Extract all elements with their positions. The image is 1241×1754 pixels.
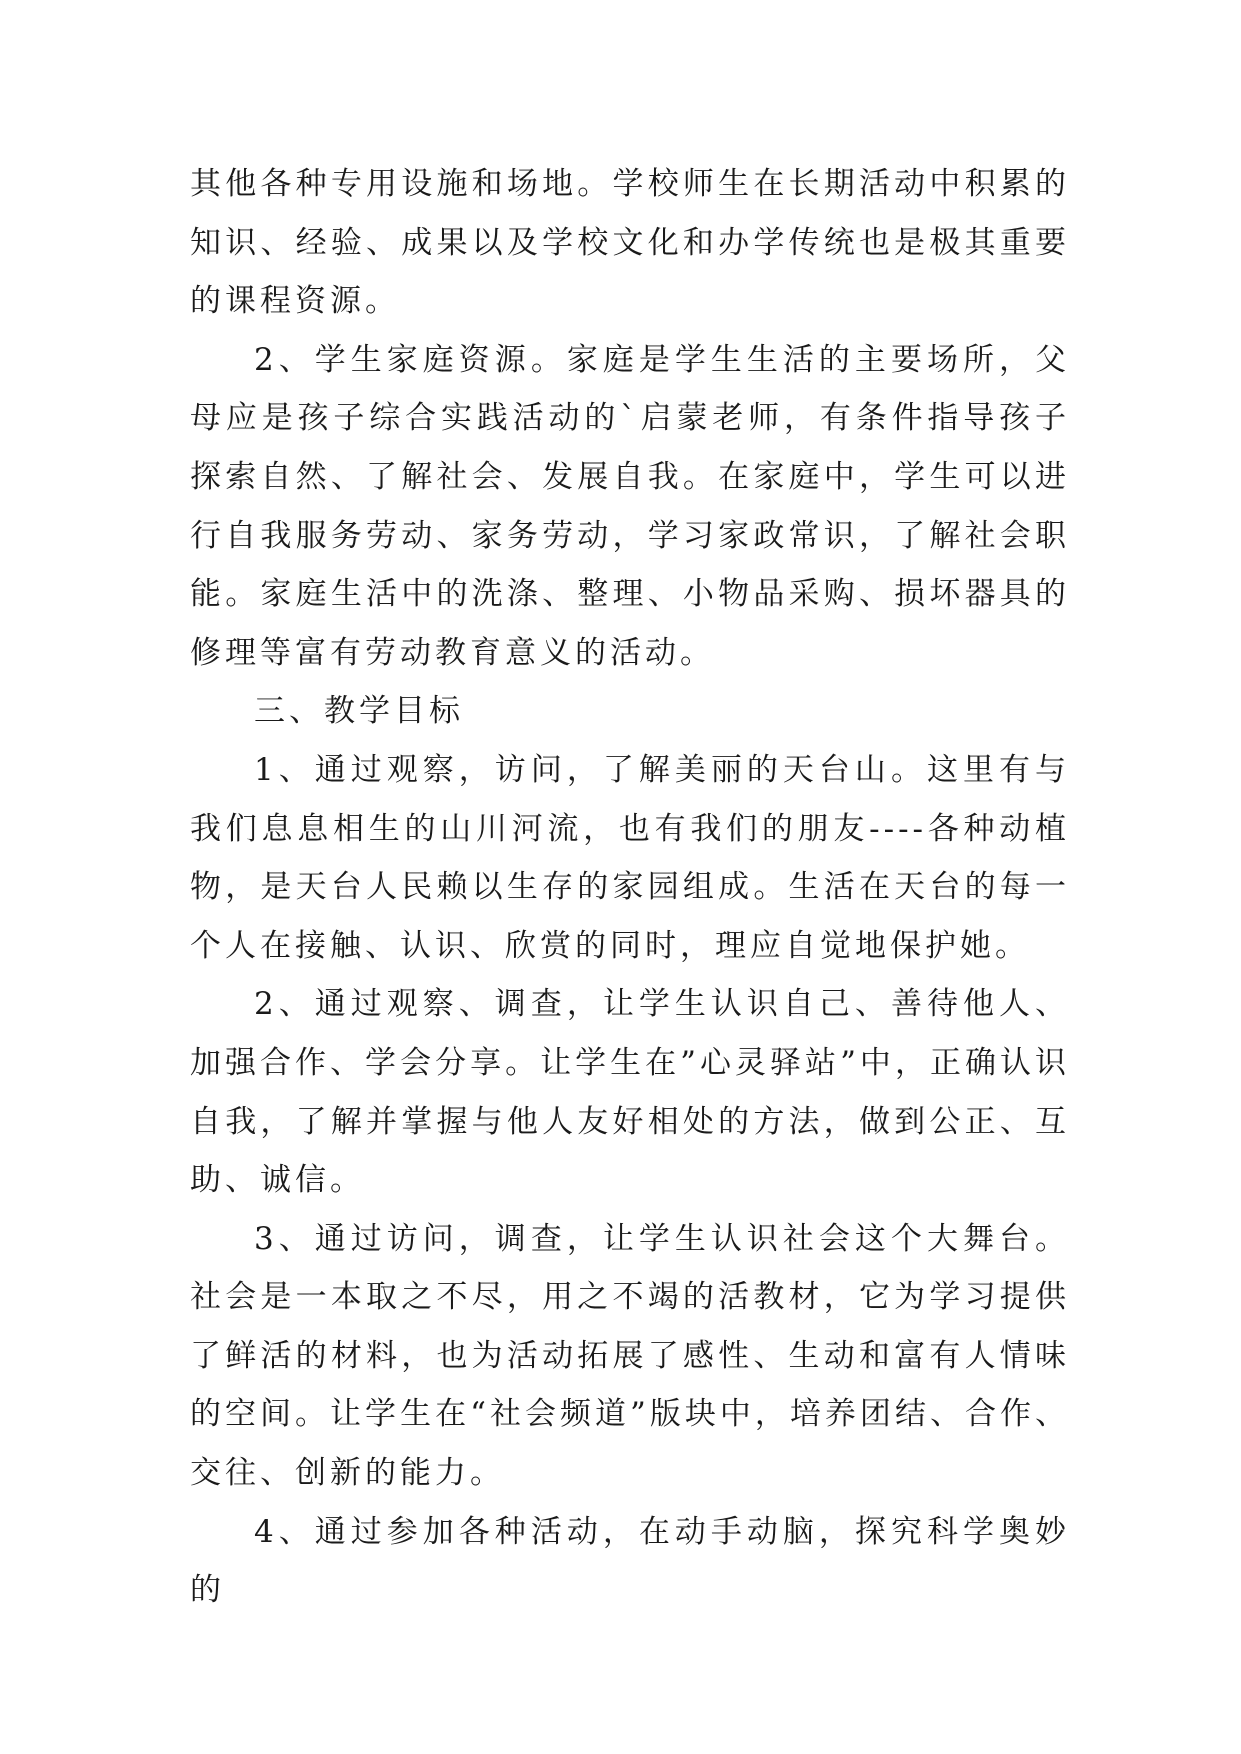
paragraph-goal-3: 3、通过访问，调查，让学生认识社会这个大舞台。社会是一本取之不尽，用之不竭的活教材，它为学习提供了鲜活的材料，也为活动拓展了感性、生动和富有人情味的空间。让学生在“社会频道”版块中，培养团结、合作、交往、创新的能力。: [190, 1220, 1070, 1492]
paragraph-school-resources-continued: 其他各种专用设施和场地。学校师生在长期活动中积累的知识、经验、成果以及学校文化和办学传统也是极其重要的课程资源。: [190, 166, 1070, 320]
section-heading-teaching-goals: 三、教学目标: [254, 693, 464, 730]
paragraph-goal-2: 2、通过观察、调查，让学生认识自己、善待他人、加强合作、学会分享。让学生在”心灵驿站”中，正确认识自我，了解并掌握与他人友好相处的方法，做到公正、互助、诚信。: [190, 986, 1070, 1199]
paragraph-goal-1: 1、通过观察，访问，了解美丽的天台山。这里有与我们息息相生的山川河流，也有我们的朋友----各种动植物，是天台人民赖以生存的家园组成。生活在天台的每一个人在接触、认识、欣赏的同时，理应自觉地保护她。: [190, 751, 1070, 964]
paragraph-family-resources: 2、学生家庭资源。家庭是学生生活的主要场所，父母应是孩子综合实践活动的`启蒙老师，有条件指导孩子探索自然、了解社会、发展自我。在家庭中，学生可以进行自我服务劳动、家务劳动，学习家政常识，了解社会职能。家庭生活中的洗涤、整理、小物品采购、损坏器具的修理等富有劳动教育意义的活动。: [190, 341, 1070, 671]
document-body: [190, 155, 1070, 1620]
paragraph-goal-4: 4、通过参加各种活动，在动手动脑，探究科学奥妙的: [190, 1513, 1070, 1609]
